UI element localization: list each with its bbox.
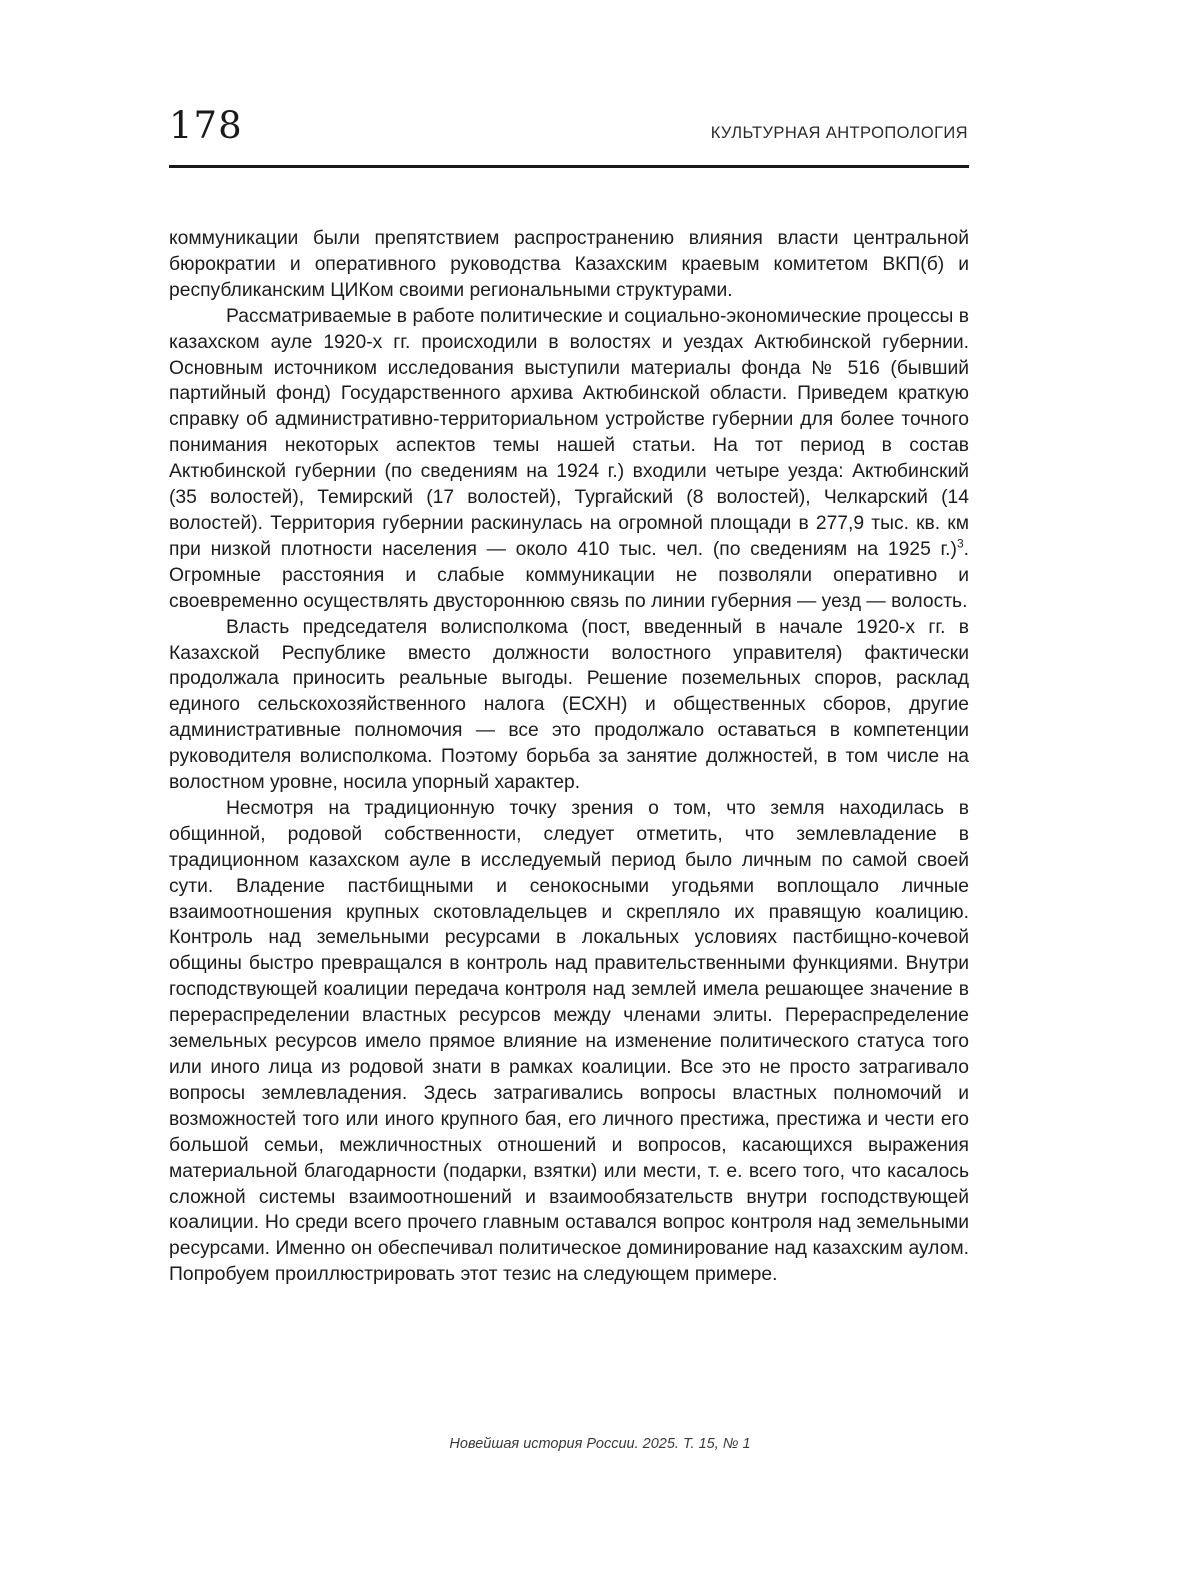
paragraph-continued: коммуникации были препятствием распространению влияния власти центральной бюрократии и оперативного руководства Казахским краевым комитетом ВКП(б) и республиканским ЦИКом своими региональными структурами. <box>169 228 969 301</box>
paragraph-volost-power: Власть председателя волисполкома (пост, введенный в начале 1920-х гг. в Казахской Республике вместо должности волостного управителя) фактически продолжала приносить реальные выгоды. Решение поземельных споров, расклад единого сельскохозяйственного налога (ЕСХН) и общественных сборов, другие административные полномочия — все это продолжало оставаться в компетенции руководителя волисполкома. Поэтому борьба за занятие должностей, в том числе на волостном уровне, носила упорный характер. <box>169 616 969 794</box>
header-rule <box>169 165 969 168</box>
journal-citation-footer: Новейшая история России. 2025. Т. 15, № 1 <box>449 1436 751 1452</box>
article-body <box>169 226 969 1288</box>
running-head: КУЛЬТУРНАЯ АНТРОПОЛОГИЯ <box>710 124 968 142</box>
paragraph-text-part: Рассматриваемые в работе политические и социально-экономические процессы в казахском ауле 1920-х гг. происходили в волостях и уездах Актюбинской губернии. Основным источником исследования выступили материалы фонда № 516 (бывший партийный фонд) Государственного архива Актюбинской области. Приведем краткую справку об административно-территориальном устройстве губернии для более точного понимания некоторых аспектов темы нашей статьи. На тот период в состав Актюбинской губернии (по сведениям на 1924 г.) входили четыре уезда: Актюбинский (35 волостей), Темирский (17 волостей), Тургайский (8 волостей), Челкарский (14 волостей). Территория губернии раскинулась на огромной площади в 277,9 тыс. кв. км при низкой плотности населения — около 410 тыс. чел. (по сведениям на 1925 г.) <box>169 305 969 560</box>
paragraph-administrative-context <box>169 304 969 615</box>
paragraph-land-ownership: Несмотря на традиционную точку зрения о том, что земля находилась в общинной, родовой собственности, следует отметить, что землевладение в традиционном казахском ауле в исследуемый период было личным по самой своей сути. Владение пастбищными и сенокосными угодьями воплощало личные взаимоотношения крупных скотовладельцев и скрепляло их правящую коалицию. Контроль над земельными ресурсами в локальных условиях пастбищно-кочевой общины быстро превращался в контроль над правительственными функциями. Внутри господствующей коалиции передача контроля над землей имела решающее значение в перераспределении властных ресурсов между членами элиты. Перераспределение земельных ресурсов имело прямое влияние на изменение политического статуса того или иного лица из родовой знати в рамках коалиции. Все это не просто затрагивало вопросы землевладения. Здесь затрагивались вопросы властных полномочий и возможностей того или иного крупного бая, его личного престижа, престижа и чести его большой семьи, межличностных отношений и вопросов, касающихся выражения материальной благодарности (подарки, взятки) или мести, т. е. всего того, что касалось сложной системы взаимоотношений и взаимообязательств внутри господствующей коалиции. Но среди всего прочего главным оставался вопрос контроля над земельными ресурсами. Именно он обеспечивал политическое доминирование над казахским аулом. Попробуем проиллюстрировать этот тезис на следующем примере. <box>169 797 969 1286</box>
page-number: 178 <box>169 104 243 147</box>
footnote-reference: 3 <box>956 536 964 551</box>
paragraph-text-part: . Огромные расстояния и слабые коммуникации не позволяли оперативно и своевременно осуществлять двустороннюю связь по линии губерния — уезд — волость. <box>169 538 969 612</box>
